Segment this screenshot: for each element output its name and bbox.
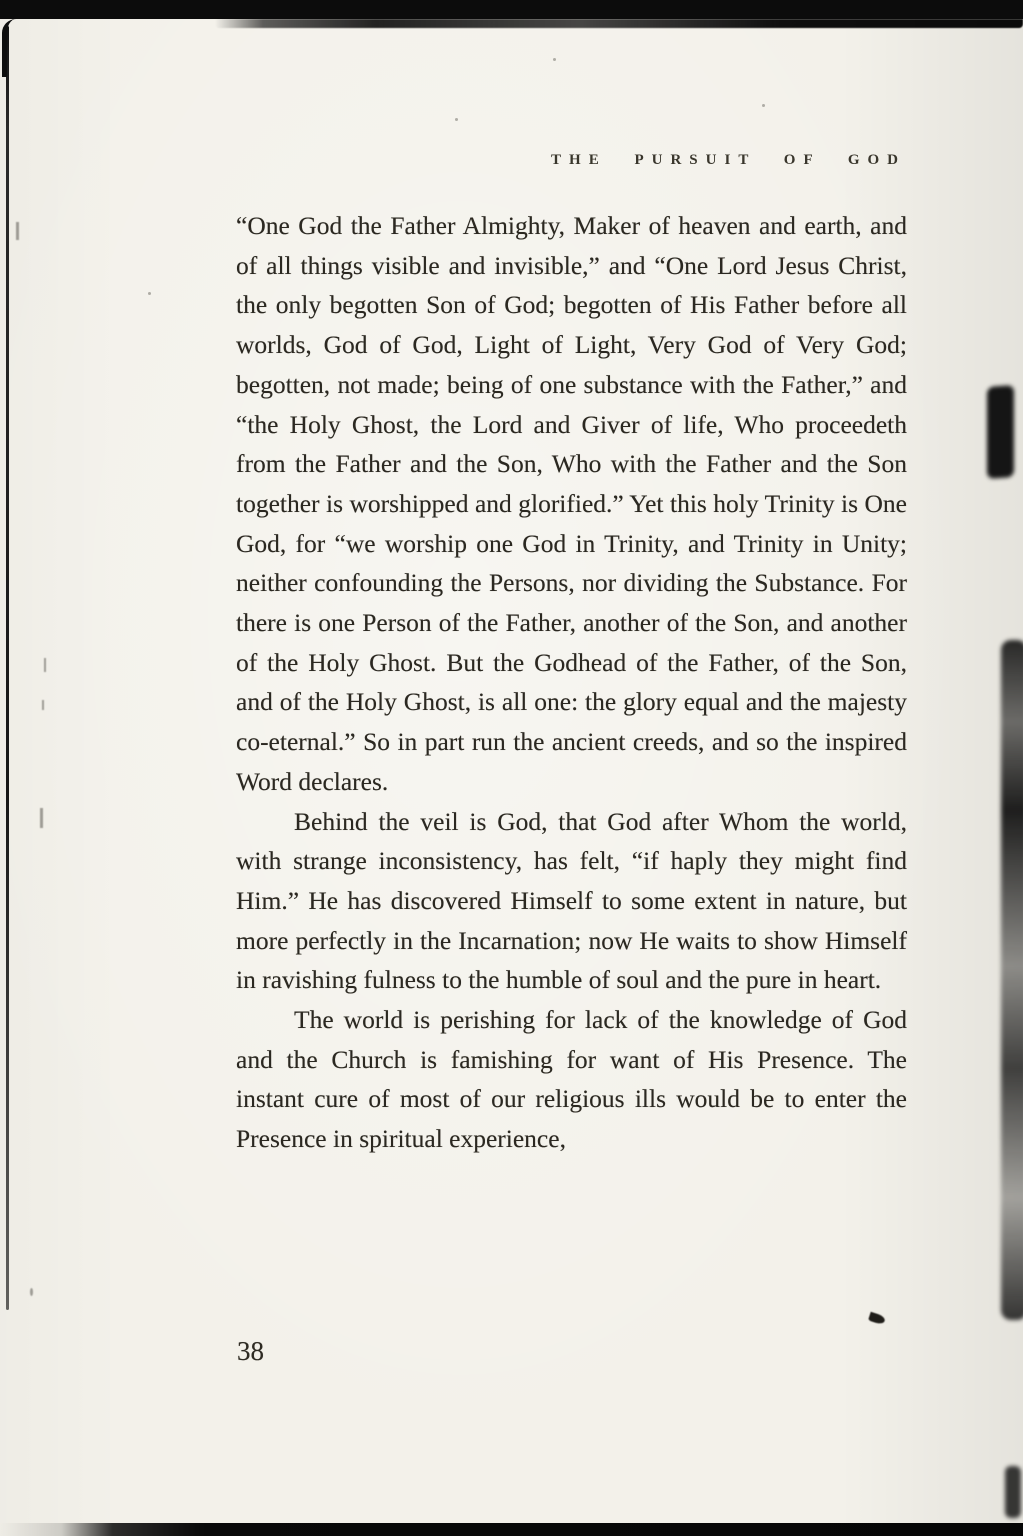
scan-artifact-margin-mark [42,700,44,710]
scan-artifact-bottom-edge [0,1523,1023,1536]
paragraph: “One God the Father Almighty, Maker of heaven and earth, and of all things visible and invisible,” and “One Lord Jesus Christ, the only begotten Son of God; begotten of His Father before all worlds, God of God, Light of Light, Very God of Very God; begotten, not made; being of one substance with the Father,” and “the Holy Ghost, the Lord and Giver of life, Who proceedeth from the Father and the Son, Who with the Father and the Son together is worshipped and glorified.” Yet this holy Trinity is One God, for “we worship one God in Trinity, and Trinity in Unity; neither confounding the Persons, nor dividing the Substance. For there is one Person of the Father, another of the Son, and another of the Holy Ghost. But the Godhead of the Father, of the Son, and of the Holy Ghost, is all one: the glory equal and the majesty co-eternal.” So in part run the ancient creeds, and so the inspired Word declares. [236,211,907,796]
running-header: THE PURSUIT OF GOD [551,152,906,168]
scan-artifact-margin-mark [30,1288,33,1296]
scan-artifact-margin-mark [44,658,46,672]
scan-artifact-margin-mark [40,808,43,828]
page-number: 38 [237,1336,264,1366]
scan-artifact-dust [148,292,151,295]
paragraph: Behind the veil is God, that God after Whom the world, with strange inconsistency, has felt, “if haply they might find Him.” He has discovered Himself to some extent in nature, but more perfectly in the Incarnation; now He waits to show Himself in ravishing fulness to the humble of soul and the pure in heart. [236,806,907,995]
body-text [236,206,907,1159]
scan-artifact-top-streak [215,19,1023,28]
scan-artifact-corner [2,19,23,77]
scan-artifact-top-edge [0,0,1023,19]
scan-artifact-dust [455,118,458,121]
scan-artifact-right-streak [1001,640,1023,1320]
scan-artifact-dust [553,58,556,61]
scan-artifact-left-line [6,26,9,1310]
scan-artifact-bottom-right [1005,1466,1021,1518]
scan-artifact-dust [762,104,765,107]
paragraph: The world is perishing for lack of the knowledge of God and the Church is famishing for want of His Presence. The instant cure of most of our religious ills would be to enter the Presence in spiritual experience, [236,1005,907,1154]
scan-artifact-margin-mark [16,222,19,240]
scan-artifact-right-blotch [987,385,1014,479]
scan-artifact-pen-mark [868,1312,886,1326]
